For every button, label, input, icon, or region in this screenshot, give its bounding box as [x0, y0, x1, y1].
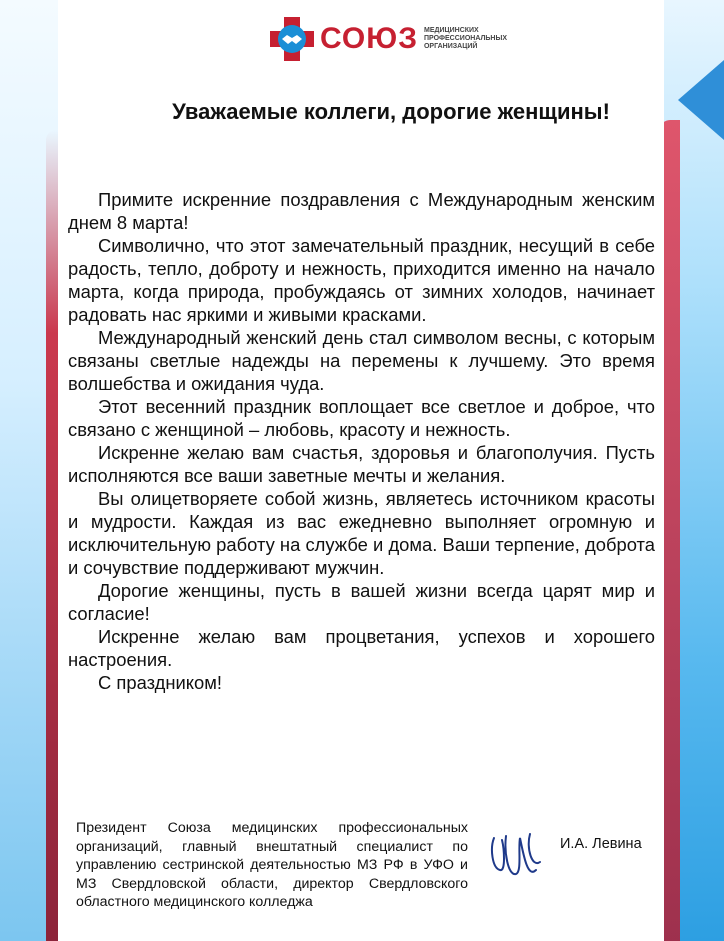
logo-name: СОЮЗ	[320, 22, 418, 55]
organization-logo	[270, 16, 507, 62]
logo-subtitle-line: МЕДИЦИНСКИХ	[423, 27, 479, 34]
paragraph: Искренне желаю вам процветания, успехов и хорошего настроения.	[68, 626, 655, 670]
right-decorative-band	[660, 0, 724, 941]
logo-subtitle-line: ПРОФЕССИОНАЛЬНЫХ	[423, 35, 507, 42]
left-decorative-band	[0, 0, 62, 941]
logo-subtitle-line: ОРГАНИЗАЦИЙ	[423, 43, 478, 50]
paragraph: Дорогие женщины, пусть в вашей жизни всегда царят мир и согласие!	[68, 580, 655, 624]
paragraph: Примите искренние поздравления с Международным женским днем 8 марта!	[68, 189, 655, 233]
paragraph: С праздником!	[98, 672, 223, 693]
paragraph: Символично, что этот замечательный праздник, несущий в себе радость, тепло, доброту и нежность, приходится именно на начало марта, когда природа, пробуждаясь от зимних холодов, начинает радовать нас яркими и живыми красками.	[68, 235, 655, 325]
letter-title: Уважаемые коллеги, дорогие женщины!	[172, 99, 610, 124]
letter-body	[68, 188, 655, 694]
logo-subtitle	[424, 27, 507, 51]
paragraph: Этот весенний праздник воплощает все светлое и доброе, что связано с женщиной – любовь, красоту и нежность.	[68, 396, 655, 440]
paragraph: Вы олицетворяете собой жизнь, являетесь источником красоты и мудрости. Каждая из вас ежедневно выполняет огромную и исключительную работу на службе и дома. Ваши терпение, доброта и сочувствие поддерживают мужчин.	[68, 488, 655, 578]
paragraph: Международный женский день стал символом весны, с которым связаны светлые надежды на перемены к лучшему. Это время волшебства и ожидания чуда.	[68, 327, 655, 394]
signer-name: И.А. Левина	[560, 836, 642, 852]
handshake-cross-icon	[270, 17, 314, 61]
signer-description: Президент Союза медицинских профессиональных организаций, главный внештатный специалист по управлению сестринской деятельностью МЗ РФ в УФО и МЗ Свердловской области, директор Свердловского областного медицинского колледжа	[76, 820, 468, 910]
paragraph: Искренне желаю вам счастья, здоровья и благополучия. Пусть исполняются все ваши заветные мечты и желания.	[68, 442, 655, 486]
handwritten-signature	[486, 818, 548, 888]
